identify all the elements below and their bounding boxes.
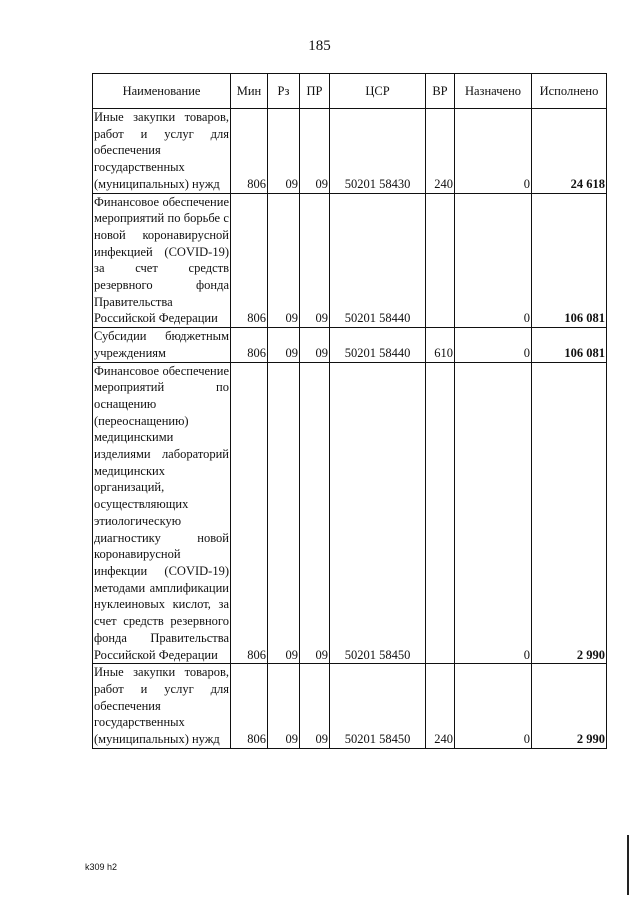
row-assigned: 0 [455, 362, 532, 664]
row-rz: 09 [268, 362, 300, 664]
row-rz: 09 [268, 328, 300, 362]
row-csr: 50201 58430 [330, 109, 426, 194]
table-row [93, 362, 607, 664]
row-vr [426, 362, 455, 664]
row-pr: 09 [300, 328, 330, 362]
row-min: 806 [231, 109, 268, 194]
row-name: Финансовое обеспечение мероприятий по борьбе с новой коронавирусной инфекцией (COVID-19) за счет средств резервного фонда Правительства Российской Федерации [93, 193, 231, 328]
row-vr: 240 [426, 664, 455, 749]
row-executed: 24 618 [532, 109, 607, 194]
table-header-row [93, 74, 607, 109]
row-rz: 09 [268, 109, 300, 194]
table-row [93, 328, 607, 362]
scan-edge-line [627, 835, 629, 895]
row-csr: 50201 58450 [330, 664, 426, 749]
row-csr: 50201 58440 [330, 328, 426, 362]
table-row [93, 109, 607, 194]
row-name: Субсидии бюджетным учреждениям [93, 328, 231, 362]
row-min: 806 [231, 328, 268, 362]
page-number: 185 [308, 38, 331, 54]
row-name: Иные закупки товаров, работ и услуг для обеспечения государственных (муниципальных) нужд [93, 664, 231, 749]
row-csr: 50201 58450 [330, 362, 426, 664]
budget-table [92, 73, 607, 749]
row-assigned: 0 [455, 328, 532, 362]
row-assigned: 0 [455, 664, 532, 749]
row-pr: 09 [300, 362, 330, 664]
row-min: 806 [231, 193, 268, 328]
header-min: Мин [231, 74, 268, 109]
row-pr: 09 [300, 109, 330, 194]
header-vr: ВР [426, 74, 455, 109]
row-name: Иные закупки товаров, работ и услуг для обеспечения государственных (муниципальных) нужд [93, 109, 231, 194]
row-csr: 50201 58440 [330, 193, 426, 328]
header-csr: ЦСР [330, 74, 426, 109]
row-pr: 09 [300, 193, 330, 328]
header-assigned: Назначено [455, 74, 532, 109]
header-executed: Исполнено [532, 74, 607, 109]
header-name: Наименование [93, 74, 231, 109]
header-rz: Рз [268, 74, 300, 109]
footer-code: k309 h2 [85, 862, 118, 872]
row-vr: 610 [426, 328, 455, 362]
row-executed: 106 081 [532, 328, 607, 362]
row-vr [426, 193, 455, 328]
row-rz: 09 [268, 193, 300, 328]
row-rz: 09 [268, 664, 300, 749]
row-pr: 09 [300, 664, 330, 749]
row-executed: 2 990 [532, 664, 607, 749]
table-row [93, 664, 607, 749]
table-row [93, 193, 607, 328]
row-assigned: 0 [455, 193, 532, 328]
row-executed: 106 081 [532, 193, 607, 328]
row-min: 806 [231, 664, 268, 749]
row-vr: 240 [426, 109, 455, 194]
row-executed: 2 990 [532, 362, 607, 664]
header-pr: ПР [300, 74, 330, 109]
row-min: 806 [231, 362, 268, 664]
row-assigned: 0 [455, 109, 532, 194]
row-name: Финансовое обеспечение мероприятий по оснащению (переоснащению) медицинскими изделиями лабораторий медицинских организаций, осуществляющих этиологическую диагностику новой коронавирусной инфекции (COVID-19) методами амплификации нуклеиновых кислот, за счет средств резервного фонда Правительства Российской Федерации [93, 362, 231, 664]
